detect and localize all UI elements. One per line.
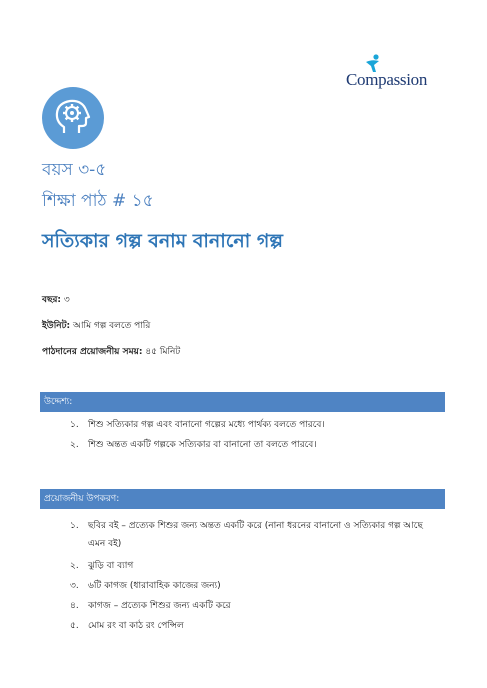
item-text: মোম রং বা কাঠ রং পেন্সিল — [88, 621, 184, 631]
time-value: ৪৫ মিনিট — [145, 347, 181, 357]
item-number: ৪. — [70, 601, 79, 611]
list-item — [70, 616, 442, 636]
objectives-heading: উদ্দেশ্য: — [40, 392, 445, 412]
item-number: ২. — [70, 440, 79, 450]
list-item — [70, 415, 442, 435]
materials-list — [70, 517, 442, 636]
age-range: বয়স ৩-৫ — [42, 160, 107, 180]
logo-text: Compassion — [346, 70, 428, 89]
head-gear-icon — [42, 87, 104, 149]
item-text: ছবির বই – প্রত্যেক শিশুর জন্য অন্তত একটি করে (নানা ধরনের বানানো ও সত্যিকার গল্প আছে এমন বই) — [88, 521, 423, 549]
list-item — [70, 435, 442, 455]
year-label: বছর: — [42, 295, 62, 305]
item-text: শিশু সত্যিকার গল্প এবং বানানো গল্পের মধ্যে পার্থক্য বলতে পারবে। — [88, 420, 325, 430]
item-number: ৩. — [70, 581, 79, 591]
materials-heading: প্রয়োজনীয় উপকরণ: — [40, 489, 445, 509]
item-text: ঝুড়ি বা ব্যাগ — [88, 561, 134, 571]
item-number: ১. — [70, 420, 79, 430]
list-item — [70, 596, 442, 616]
unit-label: ইউনিট: — [42, 321, 71, 331]
list-item — [70, 556, 442, 576]
unit-value: আমি গল্প বলতে পারি — [73, 321, 151, 331]
time-label: পাঠদানের প্রয়োজনীয় সময়: — [42, 347, 143, 357]
objectives-list — [70, 415, 442, 455]
item-text: কাগজ – প্রত্যেক শিশুর জন্য একটি করে — [88, 601, 231, 611]
meta-time — [42, 344, 180, 359]
compassion-logo — [346, 54, 446, 96]
page-title: সত্যিকার গল্প বনাম বানানো গল্প — [42, 230, 283, 252]
item-number: ২. — [70, 561, 79, 571]
year-value: ৩ — [63, 295, 70, 305]
item-text: ৬টি কাগজ (ধারাবাহিক কাজের জন্য) — [88, 581, 221, 591]
item-text: শিশু অন্তত একটি গল্পকে সত্যিকার বা বানানো তা বলতে পারবে। — [88, 440, 317, 450]
list-item — [70, 517, 442, 553]
meta-unit — [42, 318, 150, 333]
meta-year — [42, 292, 70, 307]
item-number: ৫. — [70, 621, 79, 631]
list-item — [70, 576, 442, 596]
lesson-number: শিক্ষা পাঠ # ১৫ — [42, 191, 154, 211]
item-number: ১. — [70, 521, 79, 531]
